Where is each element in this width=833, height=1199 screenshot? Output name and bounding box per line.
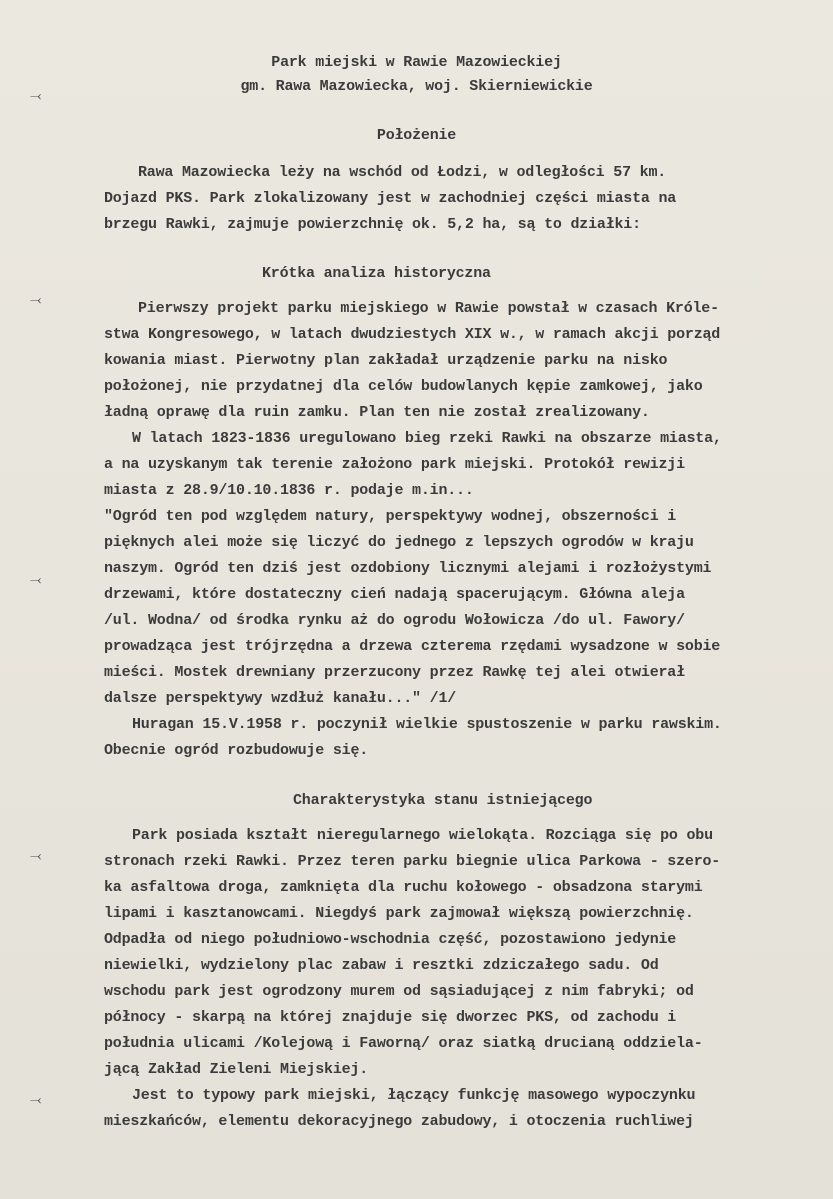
charakterystyka-line-12: mieszkańców, elementu dekoracyjnego zabudowy, i otoczenia ruchliwej [104,1113,694,1130]
margin-tick-mark: ⤙ [30,1092,42,1108]
charakterystyka-line-7: wschodu park jest ogrodzony murem od sąsiadującej z nim fabryki; od [104,983,694,1000]
analiza-line-2: stwa Kongresowego, w latach dwudziestych XIX w., w ramach akcji porząd [104,326,721,343]
margin-tick-mark: ⤙ [30,88,42,104]
analiza-line-15: mieści. Mostek drewniany przerzucony przez Rawkę tej alei otwierał [104,664,685,681]
charakterystyka-line-5: Odpadła od niego południowo-wschodnia część, pozostawiono jedynie [104,931,677,948]
polozenie-line-3: brzegu Rawki, zajmuje powierzchnię ok. 5,2 ha, są to działki: [104,216,641,233]
analiza-line-9: "Ogród ten pod względem natury, perspektywy wodnej, obszerności i [104,508,677,525]
charakterystyka-line-4: lipami i kasztanowcami. Niegdyś park zajmował większą powierzchnię. [104,905,694,922]
analiza-line-5: ładną oprawę dla ruin zamku. Plan ten nie został zrealizowany. [104,404,650,421]
charakterystyka-line-8: północy - skarpą na której znajduje się dworzec PKS, od zachodu i [104,1009,677,1026]
analiza-line-6: W latach 1823-1836 uregulowano bieg rzeki Rawki na obszarze miasta, [132,430,722,447]
title-line-1: Park miejski w Rawie Mazowieckiej [271,54,562,71]
analiza-line-16: dalsze perspektywy wzdłuż kanału..." /1/ [104,690,457,707]
polozenie-line-2: Dojazd PKS. Park zlokalizowany jest w zachodniej części miasta na [104,190,677,207]
analiza-line-7: a na uzyskanym tak terenie założono park miejski. Protokół rewizji [104,456,685,473]
analiza-line-10: pięknych alei może się liczyć do jednego z lepszych ogrodów w kraju [104,534,694,551]
charakterystyka-line-1: Park posiada kształt nieregularnego wielokąta. Rozciąga się po obu [132,827,713,844]
margin-tick-mark: ⤙ [30,848,42,864]
analiza-line-14: prowadząca jest trójrzędna a drzewa czterema rzędami wysadzone w sobie [104,638,721,655]
charakterystyka-line-11: Jest to typowy park miejski, łączący funkcję masowego wypoczynku [132,1087,696,1104]
charakterystyka-line-3: ka asfaltowa droga, zamknięta dla ruchu kołowego - obsadzona starymi [104,879,703,896]
title-line-2: gm. Rawa Mazowiecka, woj. Skierniewickie [240,78,593,95]
margin-tick-mark: ⤙ [30,572,42,588]
charakterystyka-line-2: stronach rzeki Rawki. Przez teren parku biegnie ulica Parkowa - szero- [104,853,721,870]
margin-tick-mark: ⤙ [30,292,42,308]
charakterystyka-line-9: południa ulicami /Kolejową i Faworną/ oraz siatką drucianą oddziela- [104,1035,703,1052]
charakterystyka-line-6: niewielki, wydzielony plac zabaw i resztki zdziczałego sadu. Od [104,957,659,974]
polozenie-line-1: Rawa Mazowiecka leży na wschód od Łodzi, w odległości 57 km. [138,164,667,181]
analiza-line-4: położonej, nie przydatnej dla celów budowlanych kępie zamkowej, jako [104,378,703,395]
analiza-line-8: miasta z 28.9/10.10.1836 r. podaje m.in... [104,482,474,499]
analiza-line-12: drzewami, które dostateczny cień nadają spacerującym. Główna aleja [104,586,685,603]
analiza-line-11: naszym. Ogród ten dziś jest ozdobiony licznymi alejami i rozłożystymi [104,560,712,577]
analiza-line-13: /ul. Wodna/ od środka rynku aż do ogrodu Wołowicza /do ul. Fawory/ [104,612,685,629]
heading-polozenie: Położenie [376,127,457,144]
analiza-line-18: Obecnie ogród rozbudowuje się. [104,742,369,759]
analiza-line-17: Huragan 15.V.1958 r. poczynił wielkie spustoszenie w parku rawskim. [132,716,722,733]
analiza-line-1: Pierwszy projekt parku miejskiego w Rawie powstał w czasach Króle- [138,300,719,317]
analiza-line-3: kowania miast. Pierwotny plan zakładał urządzenie parku na nisko [104,352,668,369]
charakterystyka-line-10: jącą Zakład Zieleni Miejskiej. [104,1061,369,1078]
heading-analiza: Krótka analiza historyczna [262,265,491,282]
heading-charakterystyka: Charakterystyka stanu istniejącego [293,792,593,809]
